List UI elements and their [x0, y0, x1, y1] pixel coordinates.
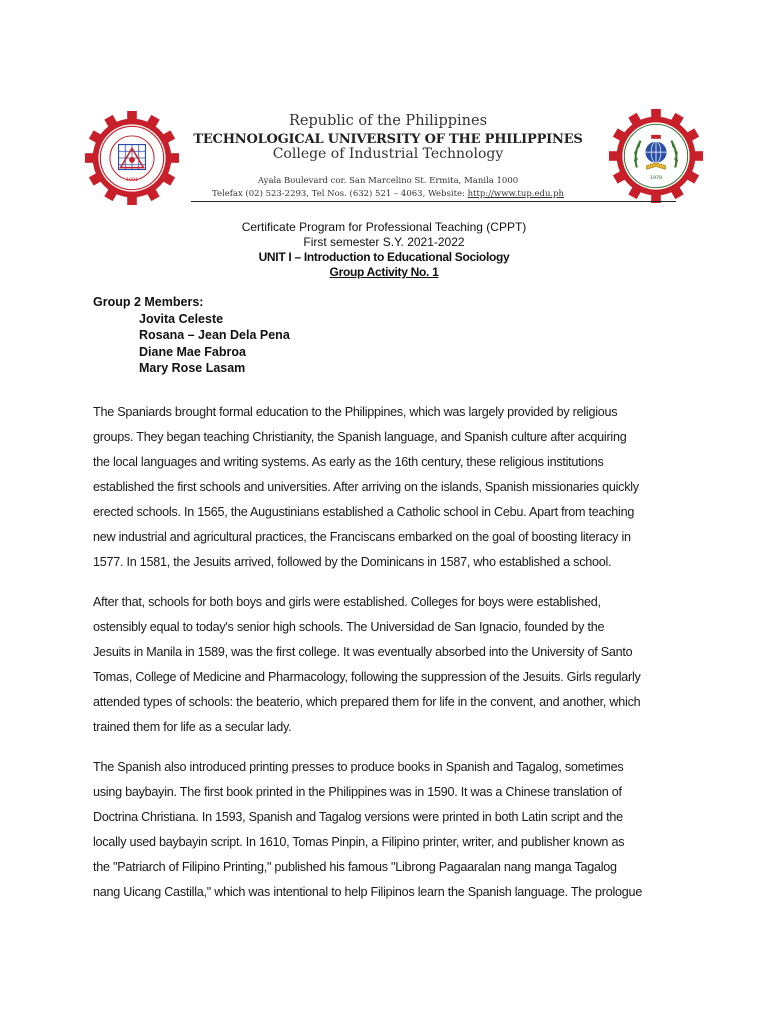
college-name: College of Industrial Technology — [272, 146, 504, 162]
paragraph-1-line: established the first schools and universities. After arriving on the islands, Spanish missionaries quickly — [93, 480, 639, 494]
member-name: Rosana – Jean Dela Pena — [139, 328, 290, 342]
semester-line: First semester S.Y. 2021-2022 — [303, 235, 465, 249]
unit-title: UNIT I – Introduction to Educational Sociology — [258, 250, 510, 264]
paragraph-2-line: Tomas, College of Medicine and Pharmacology, following the suppression of the Jesuits. Girls regularly — [93, 670, 641, 684]
paragraph-1-line: The Spaniards brought formal education to the Philippines, which was largely provided by religious — [93, 405, 618, 419]
paragraph-3-line: locally used baybayin script. In 1610, Tomas Pinpin, a Filipino printer, writer, and publisher known as — [93, 835, 625, 849]
address-line: Ayala Boulevard cor. San Marcelino St. Ermita, Manila 1000 — [257, 176, 519, 186]
republic-heading: Republic of the Philippines — [288, 113, 488, 129]
activity-title: Group Activity No. 1 — [329, 265, 439, 279]
svg-text:1901: 1901 — [125, 178, 139, 184]
tup-seal-logo — [84, 110, 180, 206]
contact-text: Telefax (02) 523-2293, Tel Nos. (632) 521 – 4063, Website: — [211, 189, 468, 199]
program-title: Certificate Program for Professional Teaching (CPPT) — [241, 220, 527, 234]
paragraph-2-line: attended types of schools: the beaterio, which prepared them for life in the convent, and another, which — [93, 695, 641, 709]
paragraph-1-line: erected schools. In 1565, the Augustinians established a Catholic school in Cebu. Apart from teaching — [93, 505, 635, 519]
paragraph-2-line: trained them for life as a secular lady. — [93, 720, 292, 734]
paragraph-1-line: new industrial and agricultural practices, the Franciscans embarked on the goal of boosting literacy in — [93, 530, 631, 544]
paragraph-2-line: Jesuits in Manila in 1589, was the first college. It was eventually absorbed into the University of Santo — [93, 645, 633, 659]
paragraph-1-line: the local languages and writing systems. As early as the 16th century, these religious institutions — [93, 455, 604, 469]
svg-text:1978: 1978 — [649, 176, 663, 182]
header-divider — [191, 201, 676, 202]
paragraph-3-line: nang Uicang Castilla," which was intentional to help Filipinos learn the Spanish language. The prologue — [93, 885, 643, 899]
contact-line — [180, 189, 596, 199]
paragraph-1-line: 1577. In 1581, the Jesuits arrived, followed by the Dominicans in 1587, who established a school. — [93, 555, 612, 569]
paragraph-1-line: groups. They began teaching Christianity, the Spanish language, and Spanish culture after acquiring — [93, 430, 627, 444]
member-name: Mary Rose Lasam — [139, 361, 246, 375]
university-name: TECHNOLOGICAL UNIVERSITY OF THE PHILIPPINES — [193, 132, 583, 147]
paragraph-3-line: the "Patriarch of Filipino Printing," published his famous "Librong Pagaaralan nang manga Tagalog — [93, 860, 617, 874]
paragraph-2-line: ostensibly equal to today's senior high schools. The Universidad de San Ignacio, founded by the — [93, 620, 605, 634]
member-name: Diane Mae Fabroa — [139, 345, 246, 359]
paragraph-3-line: using baybayin. The first book printed in the Philippines was in 1590. It was a Chinese translation of — [93, 785, 622, 799]
paragraph-3-line: The Spanish also introduced printing presses to produce books in Spanish and Tagalog, sometimes — [93, 760, 624, 774]
member-name: Jovita Celeste — [139, 312, 224, 326]
paragraph-3-line: Doctrina Christiana. In 1593, Spanish and Tagalog versions were printed in both Latin script and the — [93, 810, 623, 824]
paragraph-2-line: After that, schools for both boys and girls were established. Colleges for boys were established, — [93, 595, 601, 609]
members-heading: Group 2 Members: — [93, 295, 204, 309]
website-link[interactable]: http://www.tup.edu.ph — [467, 189, 565, 199]
college-seal-logo — [608, 108, 704, 204]
